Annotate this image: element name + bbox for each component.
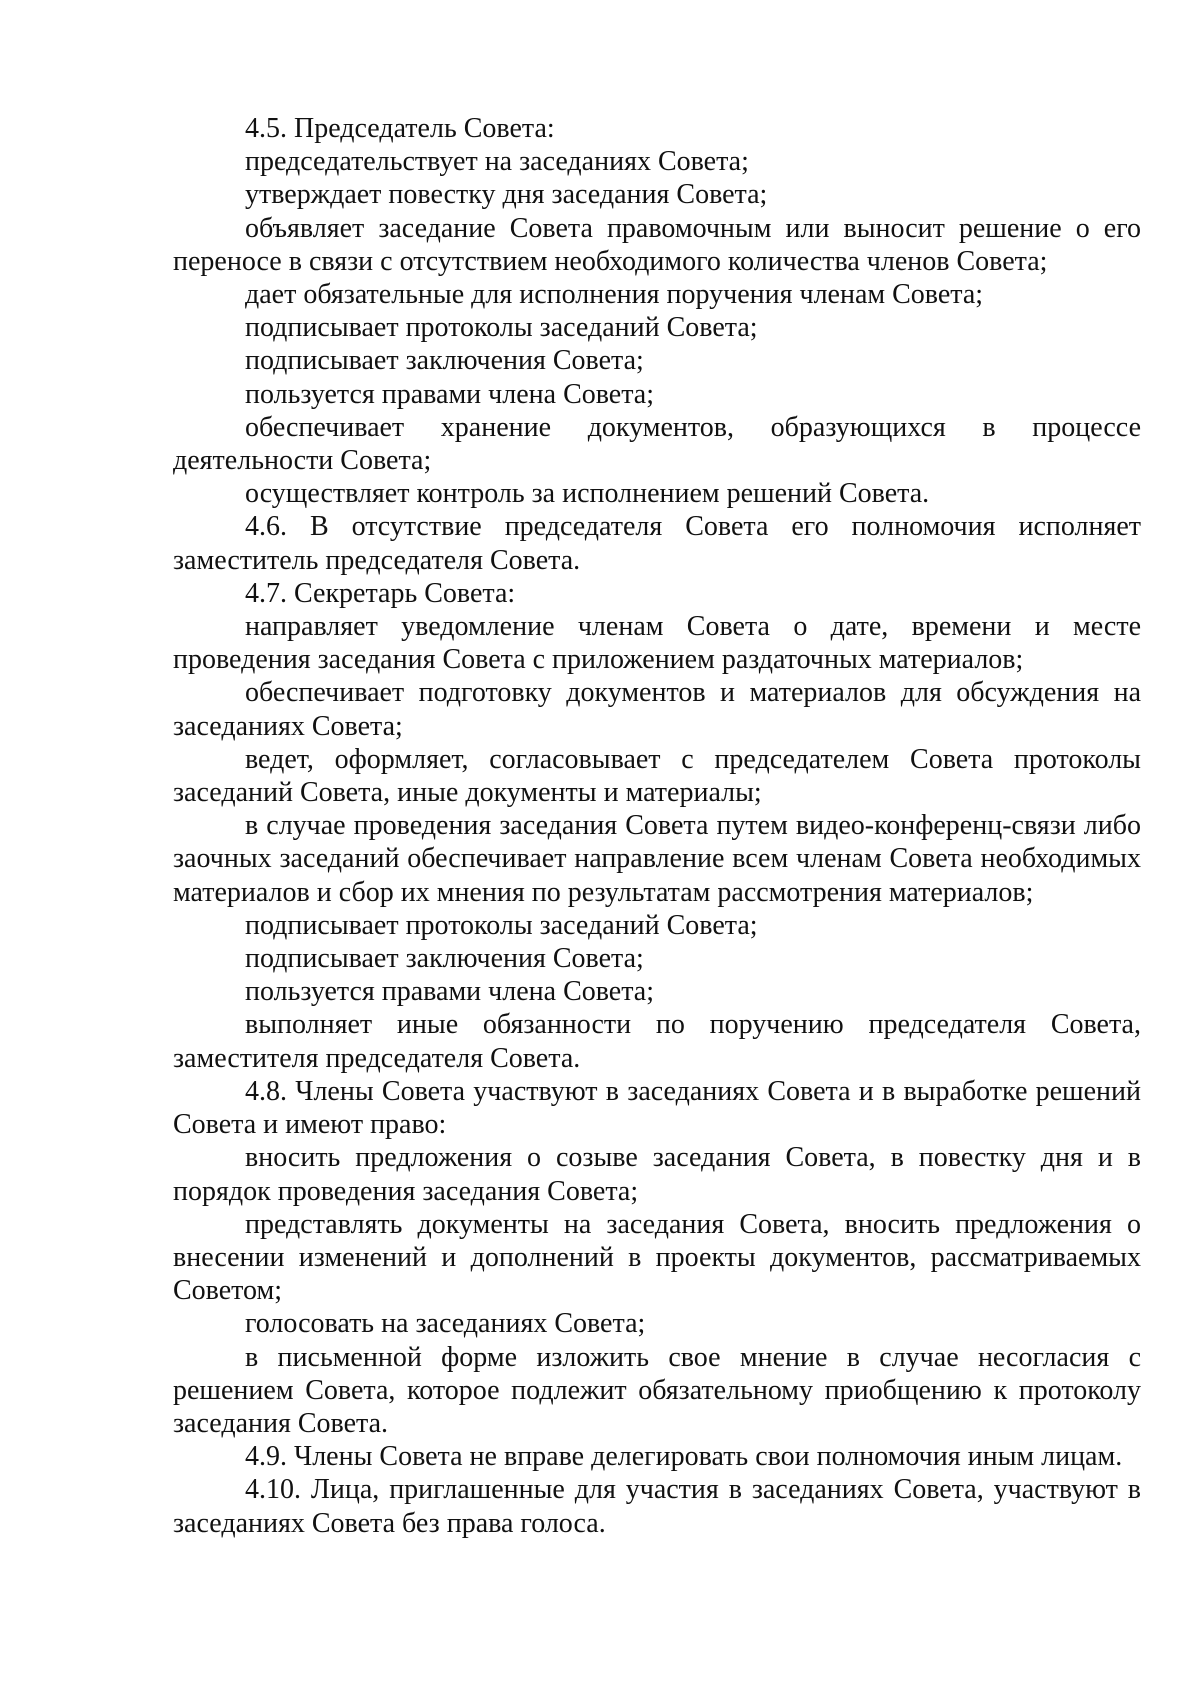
paragraph-4-8-heading: 4.8. Члены Совета участвуют в заседаниях Совета и в выработке решений Совета и имеют право: xyxy=(173,1075,1141,1141)
paragraph-item: объявляет заседание Совета правомочным или выносит решение о его переносе в связи с отсутствием необходимого количества членов Совета; xyxy=(173,212,1141,277)
paragraph-item: в письменной форме изложить свое мнение в случае несогласия с решением Совета, которое подлежит обязательному приобщению к протоколу заседания Совета. xyxy=(173,1341,1141,1439)
paragraph-item: обеспечивает хранение документов, образующихся в процессе деятельности Совета; xyxy=(173,411,1141,477)
paragraph-item: ведет, оформляет, согласовывает с председателем Совета протоколы заседаний Совета, иные документы и материалы; xyxy=(173,743,1141,809)
paragraph-4-6: 4.6. В отсутствие председателя Совета его полномочия исполняет заместитель председателя Совета. xyxy=(173,511,1141,576)
paragraph-item: выполняет иные обязанности по поручению председателя Совета, заместителя председателя Совета. xyxy=(173,1009,1141,1074)
paragraph-item: в случае проведения заседания Совета путем видео-конференц-связи либо заочных заседаний обеспечивает направление всем членам Совета необходимых материалов и сбор их мнения по результатам рассмотрения материалов; xyxy=(173,810,1141,908)
document-body xyxy=(173,112,1141,1540)
paragraph-item: дает обязательные для исполнения поручения членам Совета; xyxy=(245,279,984,311)
paragraph-item: председательствует на заседаниях Совета; xyxy=(245,146,749,178)
paragraph-4-5-heading: 4.5. Председатель Совета: xyxy=(245,113,555,144)
paragraph-item: направляет уведомление членам Совета о дате, времени и месте проведения заседания Совета с приложением раздаточных материалов; xyxy=(173,611,1141,676)
paragraph-item: подписывает протоколы заседаний Совета; xyxy=(245,312,758,344)
paragraph-item: голосовать на заседаниях Совета; xyxy=(245,1308,646,1340)
paragraph-item: подписывает заключения Совета; xyxy=(245,345,644,377)
paragraph-4-9: 4.9. Члены Совета не вправе делегировать свои полномочия иным лицам. xyxy=(245,1441,1123,1473)
paragraph-item: пользуется правами члена Совета; xyxy=(245,976,655,1008)
paragraph-item: вносить предложения о созыве заседания Совета, в повестку дня и в порядок проведения заседания Совета; xyxy=(173,1142,1141,1207)
paragraph-item: представлять документы на заседания Совета, вносить предложения о внесении изменений и дополнений в проекты документов, рассматриваемых Советом; xyxy=(173,1208,1141,1307)
paragraph-4-10: 4.10. Лица, приглашенные для участия в заседаниях Совета, участвуют в заседаниях Совета без права голоса. xyxy=(173,1474,1141,1539)
paragraph-item: осуществляет контроль за исполнением решений Совета. xyxy=(245,478,930,510)
paragraph-item: подписывает заключения Совета; xyxy=(245,943,644,975)
paragraph-item: обеспечивает подготовку документов и материалов для обсуждения на заседаниях Совета; xyxy=(173,677,1141,742)
paragraph-item: утверждает повестку дня заседания Совета; xyxy=(245,179,768,211)
paragraph-item: подписывает протоколы заседаний Совета; xyxy=(245,909,758,941)
paragraph-item: пользуется правами члена Совета; xyxy=(245,378,655,410)
paragraph-4-7-heading: 4.7. Секретарь Совета: xyxy=(245,577,516,609)
